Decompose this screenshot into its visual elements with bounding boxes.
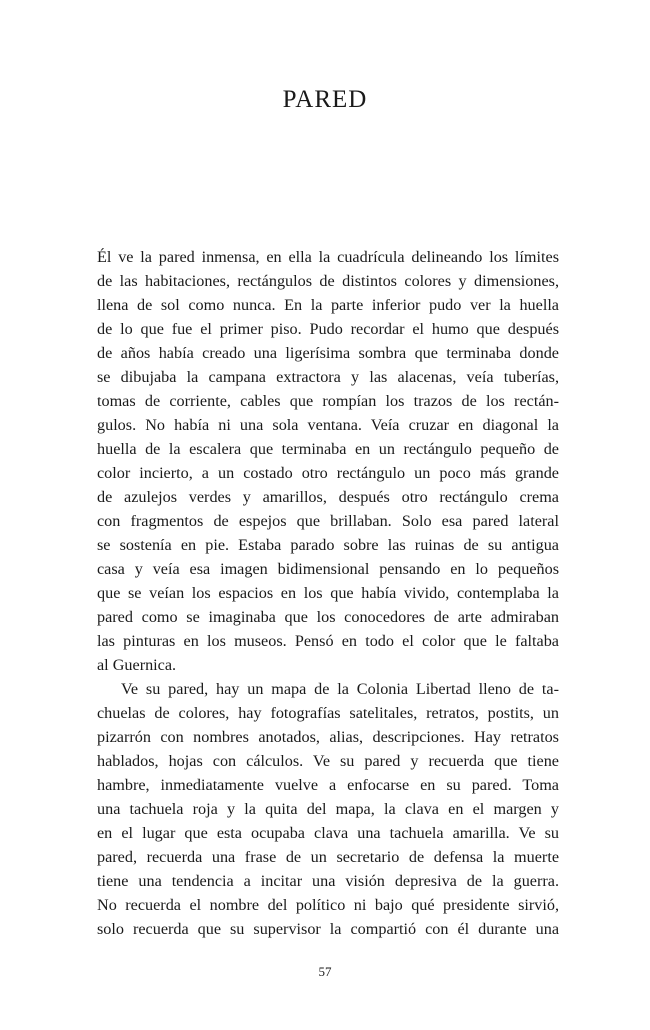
text-line: llena de sol como nunca. En la parte inferior pudo ver la huella xyxy=(97,296,559,314)
text-line: color incierto, a un costado otro rectángulo un poco más grande xyxy=(97,464,559,482)
text-line: una tachuela roja y la quita del mapa, la clava en el margen y xyxy=(97,800,559,818)
chapter-title: PARED xyxy=(282,86,368,113)
text-line: al Guernica. xyxy=(97,656,177,674)
text-line: pared como se imaginaba que los conocedores de arte admiraban xyxy=(97,608,559,626)
text-line: Él ve la pared inmensa, en ella la cuadrícula delineando los límites xyxy=(97,248,559,266)
text-line: tomas de corriente, cables que rompían los trazos de los rectán- xyxy=(97,392,559,410)
text-line: en el lugar que esta ocupaba clava una tachuela amarilla. Ve su xyxy=(97,824,559,842)
text-line: casa y veía esa imagen bidimensional pensando en lo pequeños xyxy=(97,560,559,578)
text-line: de lo que fue el primer piso. Pudo recordar el humo que después xyxy=(97,320,559,338)
text-line: Ve su pared, hay un mapa de la Colonia Libertad lleno de ta- xyxy=(121,680,559,698)
text-line: se dibujaba la campana extractora y las alacenas, veía tuberías, xyxy=(97,368,559,386)
paragraph-1 xyxy=(97,245,559,677)
text-line: de azulejos verdes y amarillos, después otro rectángulo crema xyxy=(97,488,559,506)
text-line: gulos. No había ni una sola ventana. Veía cruzar en diagonal la xyxy=(97,416,559,434)
text-line: las pinturas en los museos. Pensó en todo el color que le faltaba xyxy=(97,632,559,650)
paragraph-2 xyxy=(97,677,559,941)
text-line: se sostenía en pie. Estaba parado sobre las ruinas de su antigua xyxy=(97,536,559,554)
text-line: solo recuerda que su supervisor la compartió con él durante una xyxy=(97,920,559,938)
page-number: 57 xyxy=(318,964,332,979)
text-line: pizarrón con nombres anotados, alias, descripciones. Hay retratos xyxy=(97,728,559,746)
text-line: con fragmentos de espejos que brillaban. Solo esa pared lateral xyxy=(97,512,559,530)
text-line: hambre, inmediatamente vuelve a enfocarse en su pared. Toma xyxy=(97,776,559,794)
text-line: de años había creado una ligerísima sombra que terminaba donde xyxy=(97,344,559,362)
text-line: tiene una tendencia a incitar una visión depresiva de la guerra. xyxy=(97,872,559,890)
body-text xyxy=(97,245,559,941)
text-line: pared, recuerda una frase de un secretario de defensa la muerte xyxy=(97,848,559,866)
text-line: chuelas de colores, hay fotografías satelitales, retratos, postits, un xyxy=(97,704,559,722)
text-line: hablados, hojas con cálculos. Ve su pared y recuerda que tiene xyxy=(97,752,559,770)
text-line: No recuerda el nombre del político ni bajo qué presidente sirvió, xyxy=(97,896,559,914)
text-line: huella de la escalera que terminaba en un rectángulo pequeño de xyxy=(97,440,559,458)
text-line: de las habitaciones, rectángulos de distintos colores y dimensiones, xyxy=(97,272,559,290)
text-line: que se veían los espacios en los que había vivido, contemplaba la xyxy=(97,584,559,602)
